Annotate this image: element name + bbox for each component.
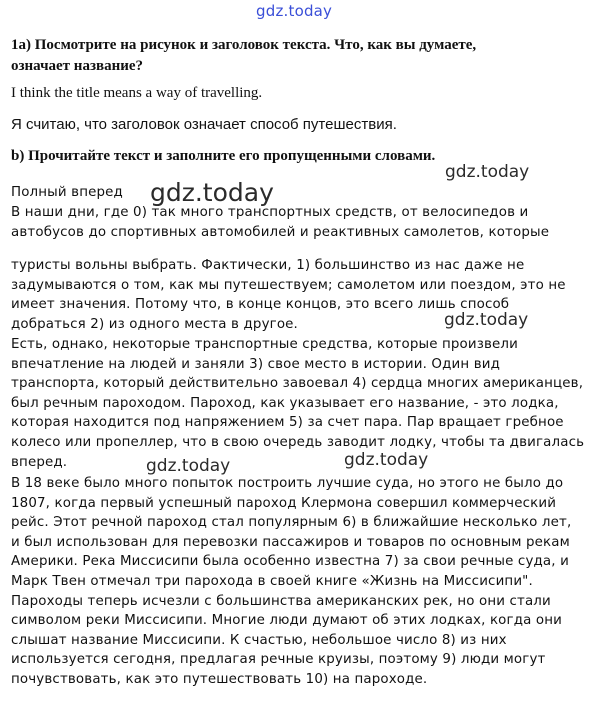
text-line: туристы вольны выбрать. Фактически, 1) большинство из нас даже не: [11, 258, 525, 273]
text-line: В 18 веке было много попыток построить лучшие суда, но этого не было до: [11, 476, 564, 491]
text-line: колесо или пропеллер, что в свою очередь заводит лодку, чтобы та двигалась: [11, 434, 585, 450]
text-line: рейс. Этот речной пароход стал популярным 6) в ближайшие несколько лет,: [11, 515, 572, 531]
text-line: добраться 2) из одного места в другое.: [11, 316, 298, 332]
text-line: и был использован для перевозки пассажиров и товаров по основным рекам: [11, 534, 570, 550]
text-paragraph-3: [11, 335, 595, 472]
task-a-heading: [11, 35, 591, 77]
text-line: автобусов до спортивных автомобилей и реактивных самолетов, которые: [11, 224, 550, 240]
text-line: почувствовать, как это путешествовать 10) на пароходе.: [11, 671, 428, 687]
text-line: Америки. Река Миссисипи была особенно известна 7) за свои речные суда, и: [11, 554, 569, 570]
task-a-answer-russian: Я считаю, что заголовок означает способ путешествия.: [11, 116, 397, 133]
text-title: Полный вперед: [11, 185, 123, 200]
text-line: которая находится под напряжением 5) за счет пара. Пар вращает гребное: [11, 415, 564, 431]
text-line: был речным пароходом. Пароход, как указывает его название, - это лодка,: [11, 395, 559, 411]
text-line: вперед.: [11, 454, 68, 470]
task-a-heading-line: 1a) Посмотрите на рисунок и заголовок текста. Что, как вы думаете,: [11, 37, 477, 53]
text-line: используется сегодня, предлагая речные круизы, поэтому 9) люди могут: [11, 652, 546, 668]
text-paragraph-4: [11, 474, 595, 690]
text-line: Пароходы теперь исчезли с большинства американских рек, но они стали: [11, 593, 551, 609]
watermark: gdz.today: [445, 162, 530, 182]
text-paragraph-2: [11, 256, 595, 334]
watermark-top: gdz.today: [256, 2, 333, 20]
text-line: В наши дни, где 0) так много транспортных средств, от велосипедов и: [11, 205, 529, 220]
text-line: Есть, однако, некоторые транспортные средства, которые произвели: [11, 337, 518, 352]
watermark: gdz.today: [146, 456, 231, 476]
task-a-answer-english: I think the title means a way of travelling.: [11, 85, 263, 101]
text-line: слышат название Миссисипи. К счастью, небольшое число 8) из них: [11, 632, 507, 648]
text-line: Марк Твен отмечал три парохода в своей книге «Жизнь на Миссисипи".: [11, 573, 533, 589]
text-line: 1807, когда первый успешный пароход Клермона совершил коммерческий: [11, 495, 557, 511]
watermark: gdz.today: [344, 450, 429, 470]
text-line: символом реки Миссисипи. Многие люди думают об этих лодках, когда они: [11, 613, 562, 629]
watermark: gdz.today: [150, 178, 274, 207]
text-line: транспорта, который действительно завоевал 4) сердца многих американцев,: [11, 376, 584, 392]
text-line: впечатление на людей и заняли 3) свое место в истории. Один вид: [11, 356, 501, 372]
text-line: задумываются о том, как мы путешествуем; самолетом или поездом, это не: [11, 277, 566, 293]
text-paragraph-1: [11, 203, 595, 242]
task-a-heading-line: означает название?: [11, 58, 144, 74]
task-b-heading: b) Прочитайте текст и заполните его пропущенными словами.: [11, 148, 436, 164]
watermark: gdz.today: [444, 310, 529, 330]
text-line: имеет значения. Потому что, в конце концов, это всего лишь способ: [11, 297, 510, 313]
